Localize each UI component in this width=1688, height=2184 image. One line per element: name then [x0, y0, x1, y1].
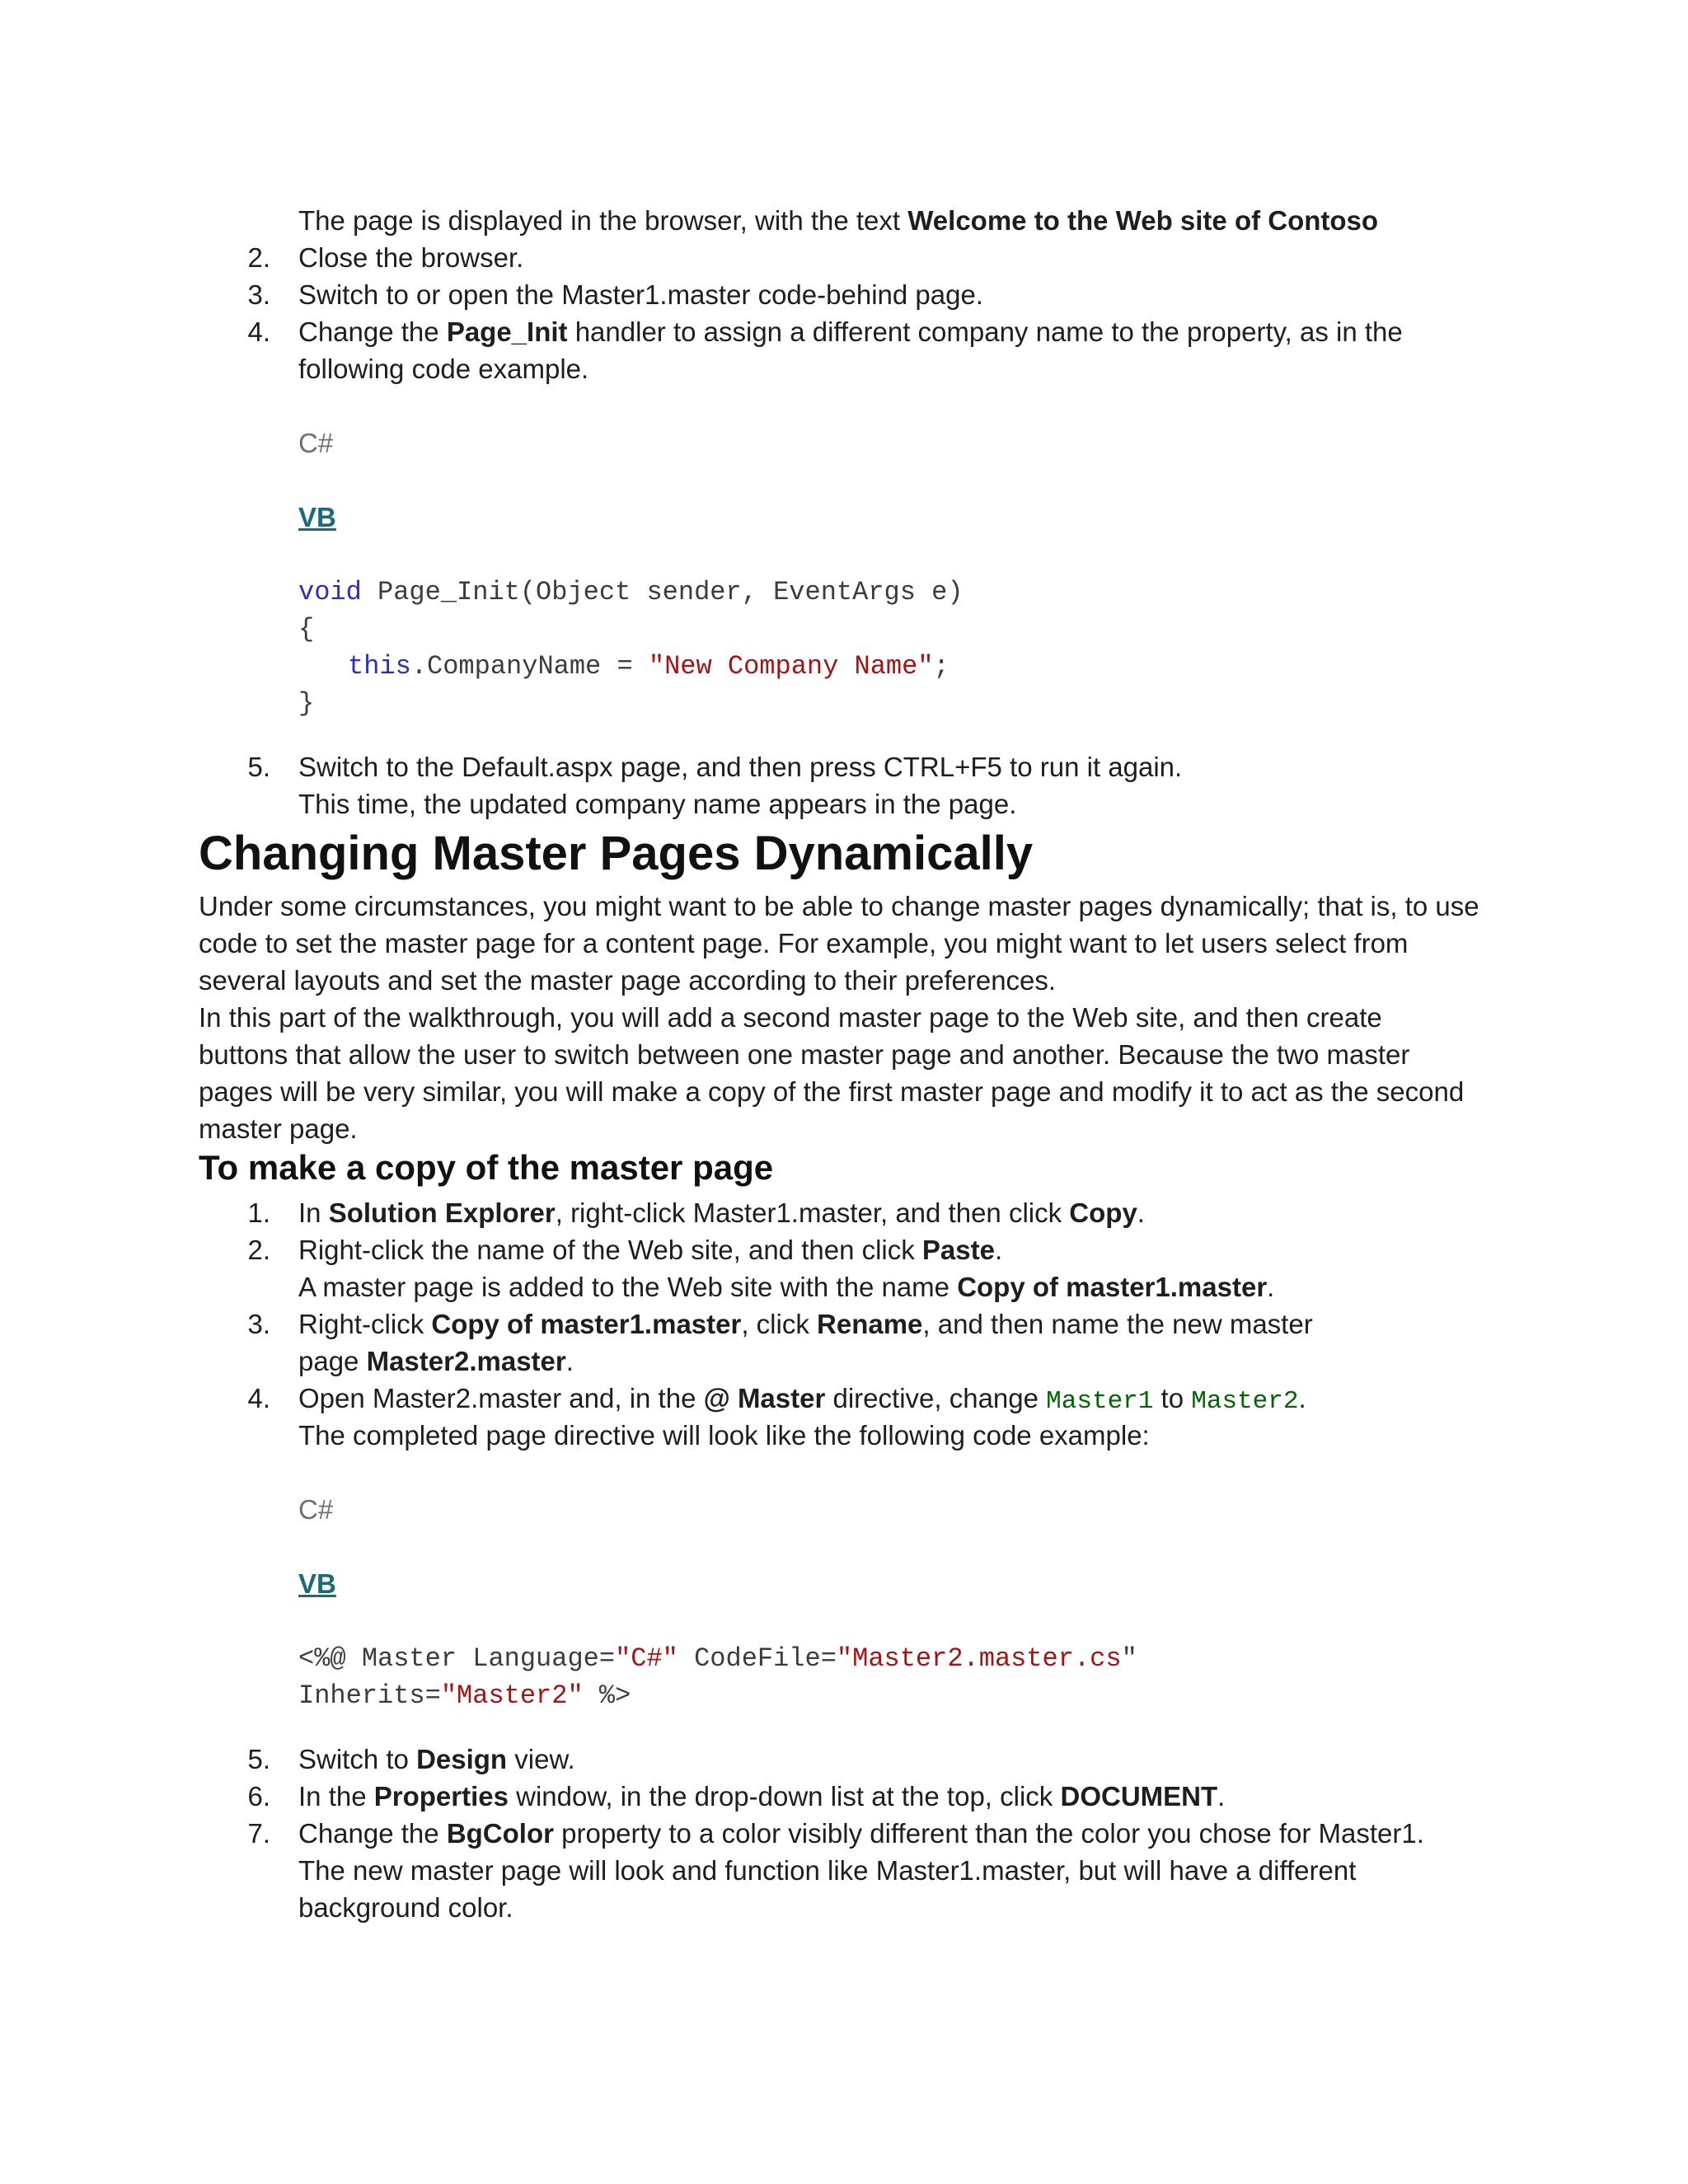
list-item-text: Change the — [298, 316, 447, 347]
language-tab-vb[interactable]: VB — [298, 1568, 336, 1599]
code-text: Inherits= — [298, 1680, 441, 1711]
code-line — [298, 574, 964, 611]
list-item-continuation — [298, 1268, 1274, 1305]
list-item-text: page — [298, 1346, 367, 1376]
list-item-bold: Paste — [921, 1235, 995, 1265]
list-item-continuation: The completed page directive will look like the following code example: — [298, 1420, 1150, 1451]
list-item-continuation: The new master page will look and function like Master1.master, but will have a different — [298, 1855, 1357, 1886]
code-line: { — [298, 614, 315, 644]
code-text: Page_Init(Object sender, EventArgs e) — [361, 577, 964, 607]
continuation-text: The page is displayed in the browser, with the text — [298, 205, 908, 236]
list-item-bold: Copy of master1.master — [431, 1309, 742, 1339]
list-item-text: property to a color visibly different than the color you chose for Master1. — [553, 1818, 1424, 1849]
list-item — [298, 1305, 1313, 1343]
list-item-bold: Rename — [817, 1309, 923, 1339]
list-number: 2. — [247, 242, 270, 273]
list-item-bold: Copy — [1069, 1197, 1137, 1228]
list-item-text: Open Master2.master and, in the — [298, 1383, 704, 1413]
list-item-bold: @ Master — [703, 1383, 826, 1413]
list-item: Switch to or open the Master1.master code-behind page. — [298, 279, 983, 310]
list-item-text: . — [1298, 1383, 1306, 1413]
section-heading: Changing Master Pages Dynamically — [199, 827, 1034, 880]
language-tab-vb[interactable]: VB — [298, 502, 336, 532]
list-item — [298, 1231, 1002, 1268]
step1-continuation — [298, 202, 1378, 239]
list-item-text: Change the — [298, 1818, 447, 1849]
list-number: 7. — [247, 1818, 270, 1849]
list-number: 5. — [247, 752, 270, 782]
list-number: 5. — [247, 1744, 270, 1774]
code-string: "Master2" — [440, 1680, 584, 1711]
list-item-bold: Copy of master1.master — [957, 1272, 1268, 1302]
list-item-bold: Properties — [373, 1781, 509, 1811]
inline-code: Master2 — [1191, 1387, 1299, 1416]
list-number: 4. — [247, 1383, 270, 1413]
list-item-text: , and then name the new master — [922, 1309, 1313, 1339]
code-text: CodeFile= — [678, 1643, 837, 1674]
code-line — [298, 1640, 1137, 1677]
list-item-text: . — [1267, 1272, 1275, 1302]
list-item-text: , right-click Master1.master, and then click — [555, 1197, 1070, 1228]
code-text: %> — [583, 1680, 631, 1711]
code-line — [348, 648, 950, 685]
language-tab-csharp[interactable]: C# — [298, 1494, 334, 1525]
continuation-bold: Welcome to the Web site of Contoso — [907, 205, 1379, 236]
paragraph-line: several layouts and set the master page according to their preferences. — [199, 965, 1057, 996]
list-item-text: Switch to — [298, 1744, 417, 1774]
list-item — [298, 1380, 1306, 1420]
list-item — [298, 313, 1403, 350]
inline-code: Master1 — [1046, 1387, 1154, 1416]
list-item-text: Right-click — [298, 1309, 432, 1339]
list-item: Switch to the Default.aspx page, and then press CTRL+F5 to run it again. — [298, 752, 1183, 782]
list-item-text: A master page is added to the Web site with the name — [298, 1272, 958, 1302]
list-number: 3. — [247, 1309, 270, 1339]
list-item-text: . — [1137, 1197, 1145, 1228]
code-text: " — [1121, 1643, 1137, 1674]
paragraph-line: code to set the master page for a content page. For example, you might want to let users select from — [199, 928, 1409, 958]
code-text: .CompanyName = — [410, 651, 649, 682]
list-item-continuation — [298, 1343, 574, 1380]
list-item-continuation: following code example. — [298, 354, 589, 384]
code-text: ; — [933, 651, 950, 682]
list-item-text: to — [1153, 1383, 1192, 1413]
list-item-bold: Master2.master — [366, 1346, 566, 1376]
list-item-text: window, in the drop-down list at the top, click — [508, 1781, 1061, 1811]
list-item-text: . — [1217, 1781, 1226, 1811]
code-text: <%@ Master Language= — [298, 1643, 616, 1674]
list-item — [298, 1194, 1145, 1231]
code-keyword: this — [348, 651, 411, 682]
paragraph-line: master page. — [199, 1113, 358, 1144]
list-item-text: handler to assign a different company name to the property, as in the — [567, 316, 1403, 347]
list-item-text: , click — [741, 1309, 818, 1339]
list-item — [298, 1778, 1225, 1815]
list-item-text: view. — [507, 1744, 575, 1774]
code-keyword: void — [298, 577, 362, 607]
list-item-bold: Solution Explorer — [328, 1197, 556, 1228]
list-item — [298, 1741, 575, 1778]
list-number: 1. — [247, 1197, 270, 1228]
list-number: 3. — [247, 279, 270, 310]
list-item-text: In — [298, 1197, 329, 1228]
paragraph-line: buttons that allow the user to switch between one master page and another. Because the two master — [199, 1039, 1410, 1070]
list-item-bold: Design — [416, 1744, 508, 1774]
paragraph-line: pages will be very similar, you will make a copy of the first master page and modify it to act as the second — [199, 1076, 1465, 1107]
list-item-text: . — [994, 1235, 1003, 1265]
paragraph-line: Under some circumstances, you might want to be able to change master pages dynamically; that is, to use — [199, 891, 1479, 921]
list-number: 4. — [247, 316, 270, 347]
list-item-bold: Page_Init — [446, 316, 568, 347]
list-item — [298, 1815, 1424, 1852]
code-string: "New Company Name" — [648, 651, 934, 682]
language-tab-csharp[interactable]: C# — [298, 428, 334, 458]
list-number: 6. — [247, 1781, 270, 1811]
list-item-text: . — [565, 1346, 574, 1376]
code-line: } — [298, 688, 315, 719]
list-item-bold: BgColor — [446, 1818, 554, 1849]
paragraph-line: In this part of the walkthrough, you will add a second master page to the Web site, and then create — [199, 1002, 1382, 1033]
list-number: 2. — [247, 1235, 270, 1265]
code-string: "C#" — [615, 1643, 678, 1674]
list-item-bold: DOCUMENT — [1060, 1781, 1218, 1811]
list-item-text: In the — [298, 1781, 374, 1811]
list-item-text: directive, change — [825, 1383, 1047, 1413]
list-item: Close the browser. — [298, 242, 524, 273]
list-item-continuation: This time, the updated company name appears in the page. — [298, 789, 1017, 819]
code-line — [298, 1677, 631, 1714]
list-item-text: Right-click the name of the Web site, and then click — [298, 1235, 922, 1265]
subsection-heading: To make a copy of the master page — [199, 1148, 774, 1187]
code-string: "Master2.master.cs — [836, 1643, 1122, 1674]
list-item-continuation: background color. — [298, 1892, 513, 1923]
